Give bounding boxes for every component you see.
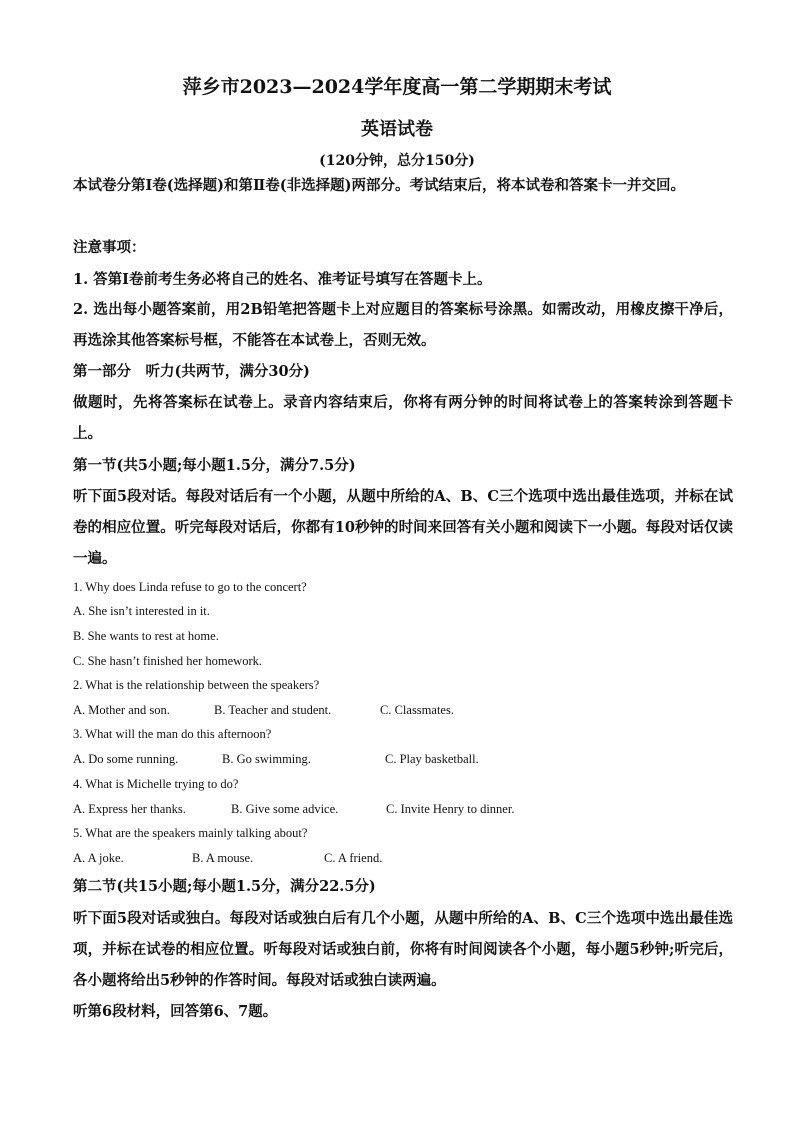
question-1-option-b: B. She wants to rest at home. — [73, 629, 219, 643]
intro-paragraph: 本试卷分第Ⅰ卷(选择题)和第Ⅱ卷(非选择题)两部分。考试结束后，将本试卷和答案卡一并交回。 — [73, 177, 685, 194]
question-3: 3. What will the man do this afternoon? — [73, 727, 272, 741]
question-2-option-b: B. Teacher and student. — [214, 703, 332, 717]
notes-item-2: 2. 选出每小题答案前，用2B铅笔把答题卡上对应题目的答案标号涂黑。如需改动，用橡皮擦干净后，再选涂其他答案标号框，不能答在本试卷上，否则无效。 — [73, 301, 733, 349]
question-5-option-a: A. A joke. — [73, 851, 124, 865]
question-5-options — [73, 846, 733, 870]
question-4-options — [73, 797, 733, 821]
question-1-option-a: A. She isn’t interested in it. — [73, 604, 210, 618]
section2-heading: 第二节(共15小题;每小题1.5分，满分22.5分) — [73, 878, 376, 895]
part1-heading: 第一部分 听力(共两节，满分30分) — [73, 363, 310, 380]
question-3-option-a: A. Do some running. — [73, 752, 179, 766]
question-1-option-c: C. She hasn’t finished her homework. — [73, 654, 262, 668]
section1-heading: 第一节(共5小题;每小题1.5分，满分7.5分) — [73, 457, 356, 474]
exam-title: 萍乡市2023—2024学年度高一第二学期期末考试 — [182, 76, 612, 98]
question-2-options — [73, 698, 733, 722]
part1-instructions: 做题时，先将答案标在试卷上。录音内容结束后，你将有两分钟的时间将试卷上的答案转涂到答题卡上。 — [73, 394, 733, 442]
question-2-option-a: A. Mother and son. — [73, 703, 170, 717]
exam-time-score: (120分钟，总分150分) — [319, 153, 475, 169]
question-3-options — [73, 747, 733, 771]
question-2-option-c: C. Classmates. — [380, 703, 454, 717]
question-4: 4. What is Michelle trying to do? — [73, 777, 239, 791]
question-2: 2. What is the relationship between the speakers? — [73, 678, 320, 692]
question-3-option-c: C. Play basketball. — [385, 752, 479, 766]
notes-heading: 注意事项： — [73, 239, 146, 256]
section1-instructions: 听下面5段对话。每段对话后有一个小题，从题中所给的A、B、C三个选项中选出最佳选项，并标在试卷的相应位置。听完每段对话后，你都有10秒钟的时间来回答有关小题和阅读下一小题。每段对话仅读一遍。 — [73, 488, 733, 567]
notes-item-1: 1. 答第Ⅰ卷前考生务必将自己的姓名、准考证号填写在答题卡上。 — [73, 271, 492, 288]
question-1: 1. Why does Linda refuse to go to the concert? — [73, 580, 307, 594]
question-4-option-c: C. Invite Henry to dinner. — [386, 802, 515, 816]
question-3-option-b: B. Go swimming. — [222, 752, 311, 766]
question-4-option-a: A. Express her thanks. — [73, 802, 186, 816]
exam-subtitle: 英语试卷 — [361, 119, 433, 140]
question-5-option-c: C. A friend. — [324, 851, 383, 865]
section2-instructions: 听下面5段对话或独白。每段对话或独白后有几个小题，从题中所给的A、B、C三个选项中选出最佳选项，并标在试卷的相应位置。听每段对话或独白前，你将有时间阅读各个小题，每小题5秒钟;听完后，各小题将给出5秒钟的作答时间。每段对话或独白读两遍。 — [73, 910, 733, 989]
question-4-option-b: B. Give some advice. — [231, 802, 339, 816]
question-5: 5. What are the speakers mainly talking about? — [73, 826, 308, 840]
section2-material: 听第6段材料，回答第6、7题。 — [73, 1003, 278, 1020]
question-5-option-b: B. A mouse. — [192, 851, 254, 865]
